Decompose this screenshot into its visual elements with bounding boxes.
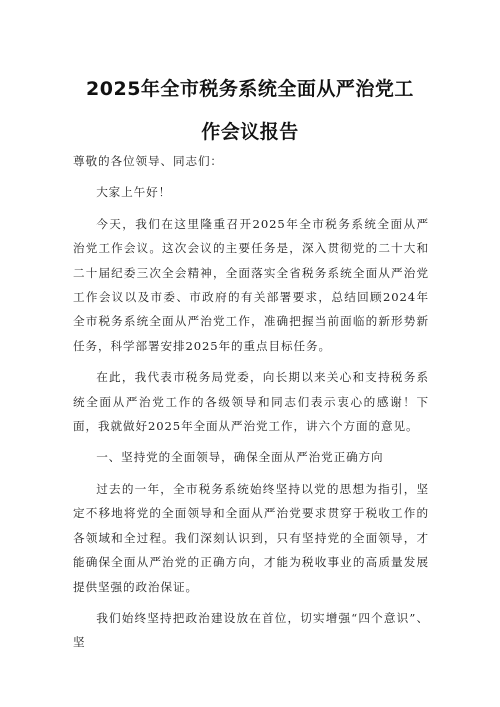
greeting: 大家上午好！ <box>96 185 172 200</box>
document-title-line-1: 2025年全市税务系统全面从严治党工 <box>86 78 414 100</box>
paragraph-intro: 今天，我们在这里隆重召开2025年全市税务系统全面从严治党工作会议。这次会议的主要任务是，深入贯彻党的二十大和二十届纪委三次全会精神，全面落实全省税务系统全面从严治党工作会议以及市委、市政府的有关部署要求，总结回顾2024年全市税务系统全面从严治党工作，准确把握当前面临的新形势新任务，科学部署安排2025年的重点目标任务。 <box>73 216 429 353</box>
paragraph-review: 过去的一年，全市税务系统始终坚持以党的思想为指引，坚定不移地将党的全面领导和全面从严治党要求贯穿于税收工作的各领域和全过程。我们深刻认识到，只有坚持党的全面领导，才能确保全面从严治党的正确方向，才能为税收事业的高质量发展提供坚强的政治保证。 <box>73 481 429 594</box>
section-heading: 一、坚持党的全面领导，确保全面从严治党正确方向 <box>96 450 384 465</box>
paragraph-thanks: 在此，我代表市税务局党委，向长期以来关心和支持税务系统全面从严治党工作的各级领导和同志们表示衷心的感谢！下面，我就做好2025年全面从严治党工作，讲六个方面的意见。 <box>73 370 429 434</box>
document-title-line-2: 作会议报告 <box>201 121 299 143</box>
salutation: 尊敬的各位领导、同志们： <box>73 154 223 168</box>
document-body <box>73 149 429 662</box>
paragraph-politics: 我们始终坚持把政治建设放在首位，切实增强“四个意识”、坚 <box>73 610 429 650</box>
